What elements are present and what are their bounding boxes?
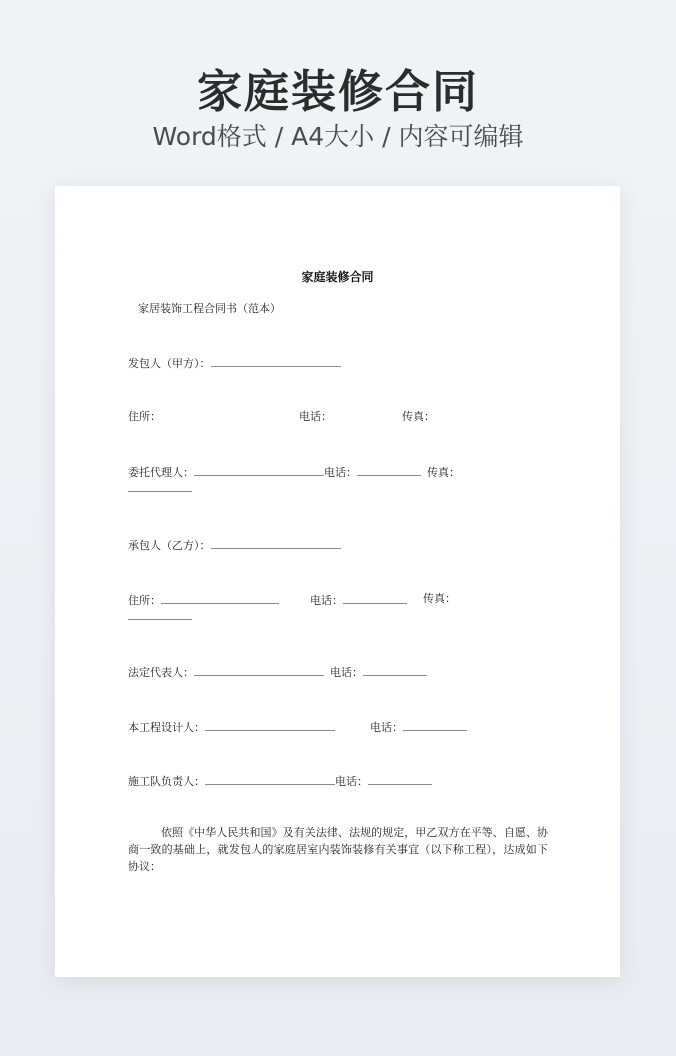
document-page — [55, 186, 620, 977]
party-b-address-label: 住所： — [128, 594, 161, 607]
designer-phone-blank[interactable] — [403, 719, 467, 731]
promo-subtitle: Word格式 / A4大小 / 内容可编辑 — [152, 122, 524, 151]
party-a-blank[interactable] — [211, 355, 341, 367]
party-a-address-label: 住所： — [128, 410, 161, 423]
party-b-blank[interactable] — [211, 537, 341, 549]
party-b-fax-label: 传真： — [423, 592, 456, 605]
designer-field — [128, 719, 335, 735]
foreman-field — [128, 773, 432, 789]
party-b-phone-blank[interactable] — [343, 592, 407, 604]
designer-label: 本工程设计人： — [128, 721, 205, 734]
agent-phone-blank[interactable] — [357, 464, 421, 476]
party-b-address-blank[interactable] — [161, 592, 279, 604]
party-b-address-field — [128, 592, 279, 608]
legal-rep-label: 法定代表人： — [128, 666, 194, 679]
party-b-phone-label: 电话： — [310, 594, 343, 607]
party-b-label: 承包人（乙方）： — [128, 539, 211, 552]
party-b-field — [128, 537, 341, 553]
party-b-fax-blank[interactable] — [128, 608, 192, 620]
party-a-field — [128, 355, 341, 371]
designer-phone-field — [370, 719, 467, 735]
document-title: 家庭装修合同 — [301, 270, 374, 284]
agent-fax-field — [128, 480, 192, 496]
party-a-phone-label: 电话： — [299, 410, 332, 423]
party-a-label: 发包人（甲方）： — [128, 357, 211, 370]
party-b-phone-field — [310, 592, 407, 608]
document-subtitle: 家居装饰工程合同书（范本） — [138, 302, 281, 315]
foreman-label: 施工队负责人： — [128, 775, 205, 788]
foreman-phone-label: 电话： — [335, 775, 368, 788]
foreman-blank[interactable] — [205, 773, 335, 785]
agent-field — [128, 464, 460, 480]
party-a-fax-label: 传真： — [402, 410, 435, 423]
agent-label: 委托代理人： — [128, 466, 194, 479]
agent-fax-label: 传真： — [427, 466, 460, 479]
party-b-fax-field — [128, 608, 192, 624]
legal-rep-field — [128, 664, 427, 680]
legal-rep-blank[interactable] — [194, 664, 324, 676]
agent-phone-label: 电话： — [324, 466, 357, 479]
designer-phone-label: 电话： — [370, 721, 403, 734]
agent-blank[interactable] — [194, 464, 324, 476]
agent-fax-blank[interactable] — [128, 480, 192, 492]
legal-rep-phone-blank[interactable] — [363, 664, 427, 676]
foreman-phone-blank[interactable] — [368, 773, 432, 785]
promo-title: 家庭装修合同 — [196, 65, 479, 118]
designer-blank[interactable] — [205, 719, 335, 731]
body-paragraph: 依照《中华人民共和国》及有关法律、法规的规定，甲乙双方在平等、自愿、协商一致的基础上，就发包人的家庭居室内装饰装修有关事宜（以下称工程），达成如下协议： — [128, 826, 548, 873]
legal-rep-phone-label: 电话： — [330, 666, 363, 679]
